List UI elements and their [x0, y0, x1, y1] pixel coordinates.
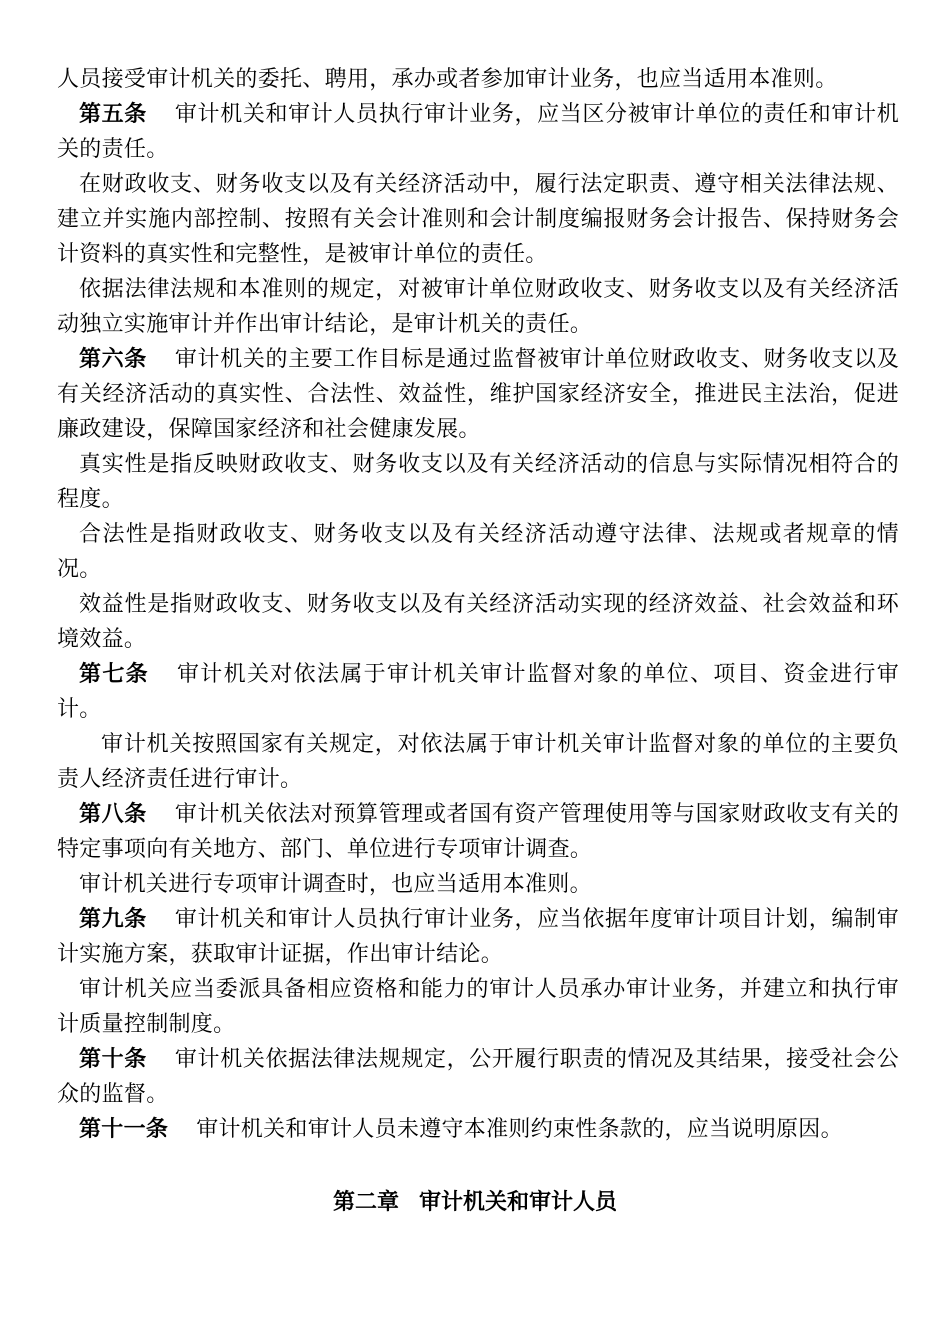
paragraph-text: 审计机关依据法律法规规定，公开履行职责的情况及其结果，接受社会公众的监督。	[57, 1047, 899, 1107]
paragraph-text: 审计机关和审计人员未遵守本准则约束性条款的，应当说明原因。	[196, 1117, 843, 1142]
paragraph	[57, 972, 899, 1042]
paragraph-text: 真实性是指反映财政收支、财务收支以及有关经济活动的信息与实际情况相符合的程度。	[57, 452, 899, 512]
article-heading: 第六条	[79, 347, 147, 372]
paragraph-text: 审计机关的主要工作目标是通过监督被审计单位财政收支、财务收支以及有关经济活动的真实性、合法性、效益性，维护国家经济安全，推进民主法治，促进廉政建设，保障国家经济和社会健康发展。	[57, 347, 899, 442]
paragraph-continuation	[57, 62, 899, 97]
paragraph-text: 审计机关应当委派具备相应资格和能力的审计人员承办审计业务，并建立和执行审计质量控制制度。	[57, 977, 899, 1037]
document-body	[57, 62, 899, 1147]
article-heading: 第七条	[79, 662, 149, 687]
article-heading: 第十一条	[79, 1117, 169, 1142]
paragraph	[57, 272, 899, 342]
chapter-title: 审计机关和审计人员	[419, 1190, 618, 1215]
paragraph-text: 审计机关对依法属于审计机关审计监督对象的单位、项目、资金进行审计。	[57, 662, 899, 722]
paragraph-text: 效益性是指财政收支、财务收支以及有关经济活动实现的经济效益、社会效益和环境效益。	[57, 592, 899, 652]
paragraph-text: 合法性是指财政收支、财务收支以及有关经济活动遵守法律、法规或者规章的情况。	[57, 522, 899, 582]
paragraph	[57, 867, 899, 902]
article-7	[57, 657, 899, 727]
paragraph-text: 审计机关依法对预算管理或者国有资产管理使用等与国家财政收支有关的特定事项向有关地方、部门、单位进行专项审计调查。	[57, 802, 899, 862]
article-heading: 第十条	[79, 1047, 147, 1072]
chapter-heading	[0, 1185, 950, 1220]
article-5	[57, 97, 899, 167]
paragraph-text: 依据法律法规和本准则的规定，对被审计单位财政收支、财务收支以及有关经济活动独立实施审计并作出审计结论，是审计机关的责任。	[57, 277, 899, 337]
paragraph	[57, 727, 899, 797]
paragraph-text: 在财政收支、财务收支以及有关经济活动中，履行法定职责、遵守相关法律法规、建立并实施内部控制、按照有关会计准则和会计制度编报财务会计报告、保持财务会计资料的真实性和完整性，是被审计单位的责任。	[57, 172, 899, 267]
paragraph-text: 审计机关进行专项审计调查时，也应当适用本准则。	[79, 872, 592, 897]
paragraph-text: 人员接受审计机关的委托、聘用，承办或者参加审计业务，也应当适用本准则。	[57, 67, 838, 92]
paragraph	[57, 447, 899, 517]
paragraph-text: 审计机关按照国家有关规定，对依法属于审计机关审计监督对象的单位的主要负责人经济责任进行审计。	[57, 732, 899, 792]
article-10	[57, 1042, 899, 1112]
article-6	[57, 342, 899, 447]
paragraph	[57, 587, 899, 657]
paragraph	[57, 517, 899, 587]
article-heading: 第五条	[79, 102, 147, 127]
chapter-number: 第二章	[332, 1190, 399, 1215]
article-heading: 第九条	[79, 907, 147, 932]
article-11	[57, 1112, 899, 1147]
paragraph-text: 审计机关和审计人员执行审计业务，应当依据年度审计项目计划，编制审计实施方案，获取审计证据，作出审计结论。	[57, 907, 899, 967]
article-heading: 第八条	[79, 802, 147, 827]
article-8	[57, 797, 899, 867]
paragraph	[57, 167, 899, 272]
article-9	[57, 902, 899, 972]
paragraph-text: 审计机关和审计人员执行审计业务，应当区分被审计单位的责任和审计机关的责任。	[57, 102, 899, 162]
